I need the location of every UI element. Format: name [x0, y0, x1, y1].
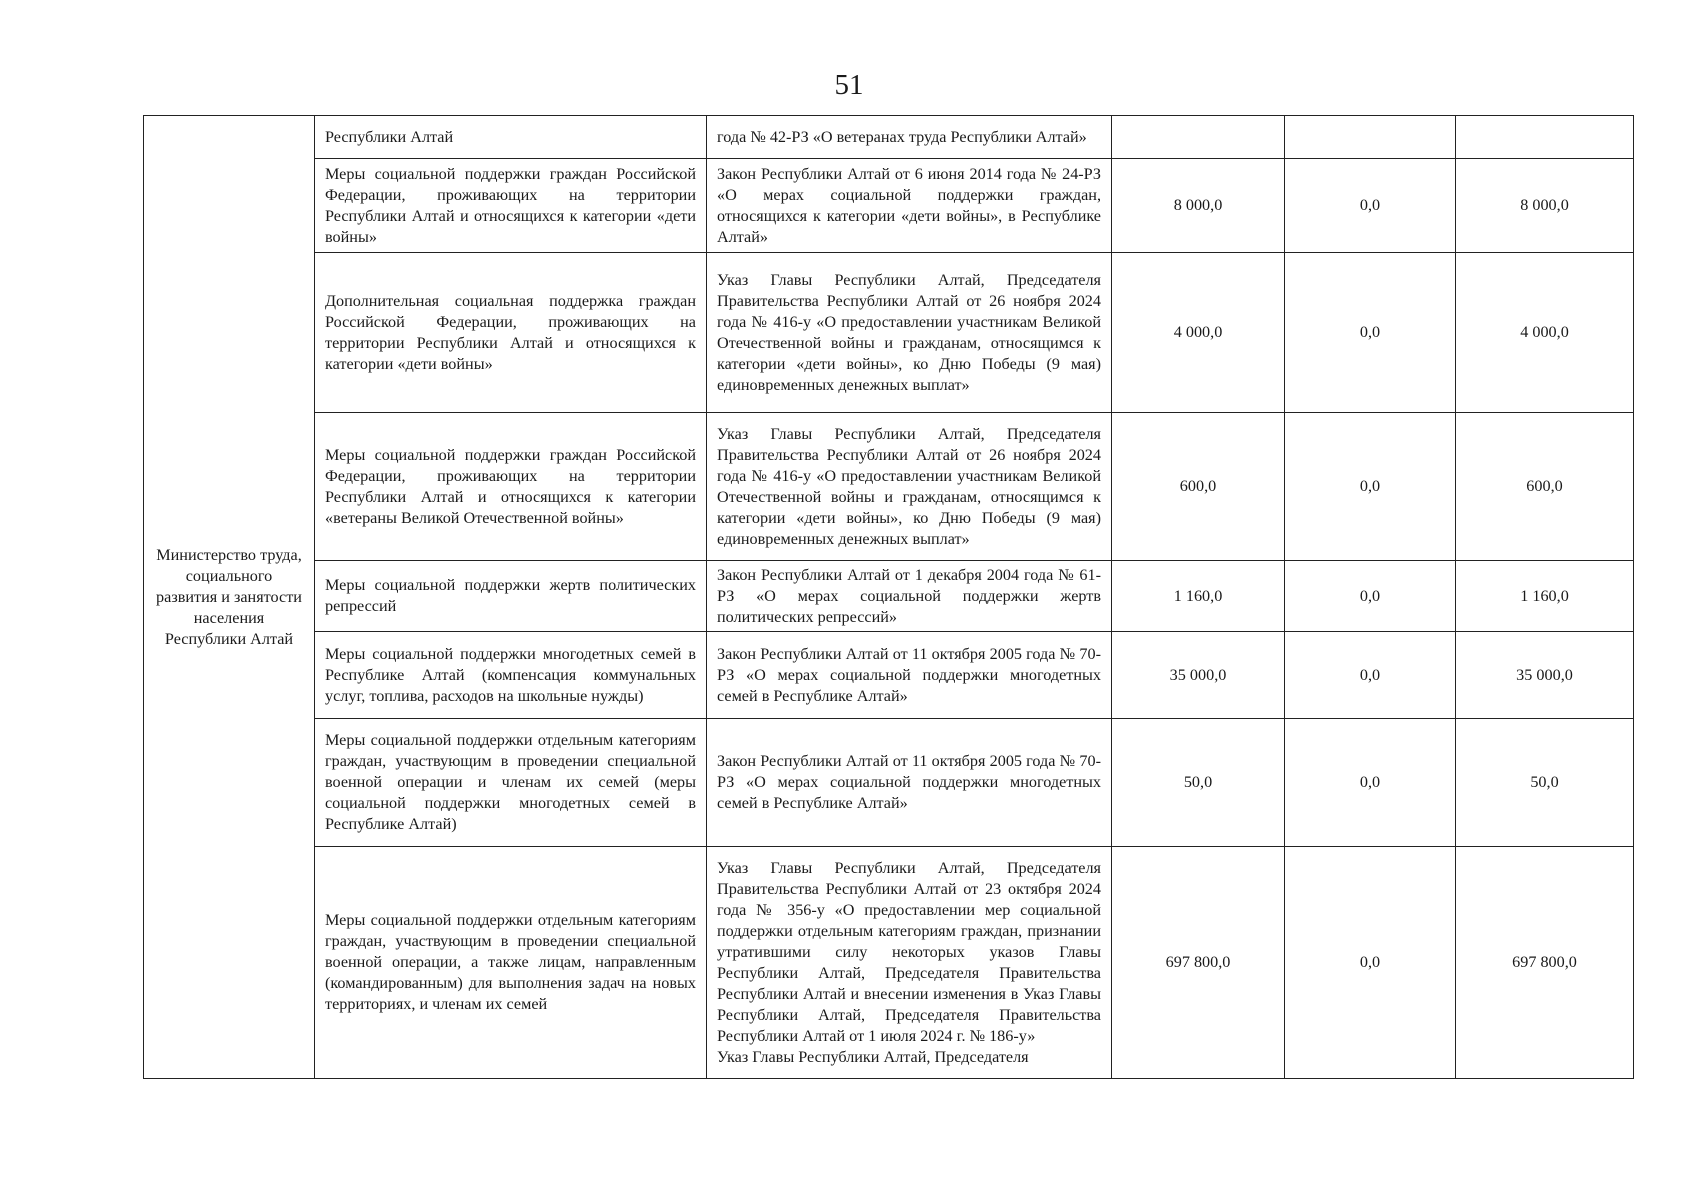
amount1-cell: 697 800,0	[1112, 847, 1285, 1079]
measure-cell: Меры социальной поддержки многодетных семей в Республике Алтай (компенсация коммунальных услуг, топлива, расходов на школьные нужды)	[315, 632, 707, 719]
legal-basis-cell: Указ Главы Республики Алтай, Председателя Правительства Республики Алтай от 26 ноября 2024 года № 416-у «О предоставлении участникам Великой Отечественной войны и гражданам, относящимся к категории «дети войны», ко Дню Победы (9 мая) единовременных денежных выплат»	[707, 413, 1112, 561]
amount2-cell: 0,0	[1285, 253, 1456, 413]
legal-basis-cell	[707, 847, 1112, 1079]
amount3-cell: 1 160,0	[1456, 561, 1634, 632]
amount2-cell: 0,0	[1285, 632, 1456, 719]
amount3-cell: 8 000,0	[1456, 159, 1634, 253]
measure-cell: Дополнительная социальная поддержка граждан Российской Федерации, проживающих на территории Республики Алтай и относящихся к категории «дети войны»	[315, 253, 707, 413]
table-row	[144, 561, 1634, 632]
legal-basis-cell: года № 42-РЗ «О ветеранах труда Республики Алтай»	[707, 116, 1112, 159]
amount2-cell: 0,0	[1285, 561, 1456, 632]
legal-basis-continued-text: Указ Главы Республики Алтай, Председателя	[717, 1047, 1029, 1066]
legal-basis-cell: Указ Главы Республики Алтай, Председателя Правительства Республики Алтай от 26 ноября 2024 года № 416-у «О предоставлении участникам Великой Отечественной войны и гражданам, относящимся к категории «дети войны», ко Дню Победы (9 мая) единовременных денежных выплат»	[707, 253, 1112, 413]
page-number: 51	[834, 69, 864, 101]
budget-table	[143, 115, 1634, 1079]
table-row	[144, 719, 1634, 847]
amount2-cell: 0,0	[1285, 847, 1456, 1079]
measure-cell: Меры социальной поддержки отдельным категориям граждан, участвующим в проведении специальной военной операции и членам их семей (меры социальной поддержки многодетных семей в Республике Алтай)	[315, 719, 707, 847]
table-row	[144, 632, 1634, 719]
organization-name: Министерство труда, социального развития и занятости населения Республики Алтай	[156, 545, 302, 648]
amount1-cell: 35 000,0	[1112, 632, 1285, 719]
amount1-cell: 8 000,0	[1112, 159, 1285, 253]
amount1-cell	[1112, 116, 1285, 159]
table-row	[144, 847, 1634, 1079]
amount2-cell	[1285, 116, 1456, 159]
amount2-cell: 0,0	[1285, 159, 1456, 253]
amount1-cell: 50,0	[1112, 719, 1285, 847]
organization-cell	[144, 116, 315, 1079]
legal-basis-text: Указ Главы Республики Алтай, Председателя Правительства Республики Алтай от 23 октября 2024 года № 356-у «О предоставлении мер социальной поддержки отдельным категориям граждан, признании утратившими силу некоторых указов Главы Республики Алтай, Председателя Правительства Республики Алтай и внесении изменения в Указ Главы Республики Алтай, Председателя Правительства Республики Алтай от 1 июля 2024 г. № 186-у»	[717, 858, 1101, 1045]
table-row	[144, 159, 1634, 253]
amount3-cell: 35 000,0	[1456, 632, 1634, 719]
legal-basis-cell: Закон Республики Алтай от 11 октября 2005 года № 70-РЗ «О мерах социальной поддержки многодетных семей в Республике Алтай»	[707, 632, 1112, 719]
amount1-cell: 4 000,0	[1112, 253, 1285, 413]
amount3-cell: 50,0	[1456, 719, 1634, 847]
amount3-cell: 4 000,0	[1456, 253, 1634, 413]
legal-basis-cell: Закон Республики Алтай от 1 декабря 2004 года № 61-РЗ «О мерах социальной поддержки жертв политических репрессий»	[707, 561, 1112, 632]
amount3-cell: 697 800,0	[1456, 847, 1634, 1079]
amount3-cell: 600,0	[1456, 413, 1634, 561]
measure-cell: Меры социальной поддержки жертв политических репрессий	[315, 561, 707, 632]
legal-basis-cell: Закон Республики Алтай от 11 октября 2005 года № 70-РЗ «О мерах социальной поддержки многодетных семей в Республике Алтай»	[707, 719, 1112, 847]
measure-cell: Меры социальной поддержки отдельным категориям граждан, участвующим в проведении специальной военной операции, а также лицам, направленным (командированным) для выполнения задач на новых территориях, и членам их семей	[315, 847, 707, 1079]
table-row	[144, 413, 1634, 561]
table-row	[144, 253, 1634, 413]
measure-cell: Республики Алтай	[315, 116, 707, 159]
legal-basis-cell: Закон Республики Алтай от 6 июня 2014 года № 24-РЗ «О мерах социальной поддержки граждан, относящихся к категории «дети войны», в Республике Алтай»	[707, 159, 1112, 253]
amount2-cell: 0,0	[1285, 719, 1456, 847]
amount1-cell: 600,0	[1112, 413, 1285, 561]
table-row	[144, 116, 1634, 159]
measure-cell: Меры социальной поддержки граждан Российской Федерации, проживающих на территории Республики Алтай и относящихся к категории «ветераны Великой Отечественной войны»	[315, 413, 707, 561]
amount3-cell	[1456, 116, 1634, 159]
measure-cell: Меры социальной поддержки граждан Российской Федерации, проживающих на территории Республики Алтай и относящихся к категории «дети войны»	[315, 159, 707, 253]
amount1-cell: 1 160,0	[1112, 561, 1285, 632]
amount2-cell: 0,0	[1285, 413, 1456, 561]
